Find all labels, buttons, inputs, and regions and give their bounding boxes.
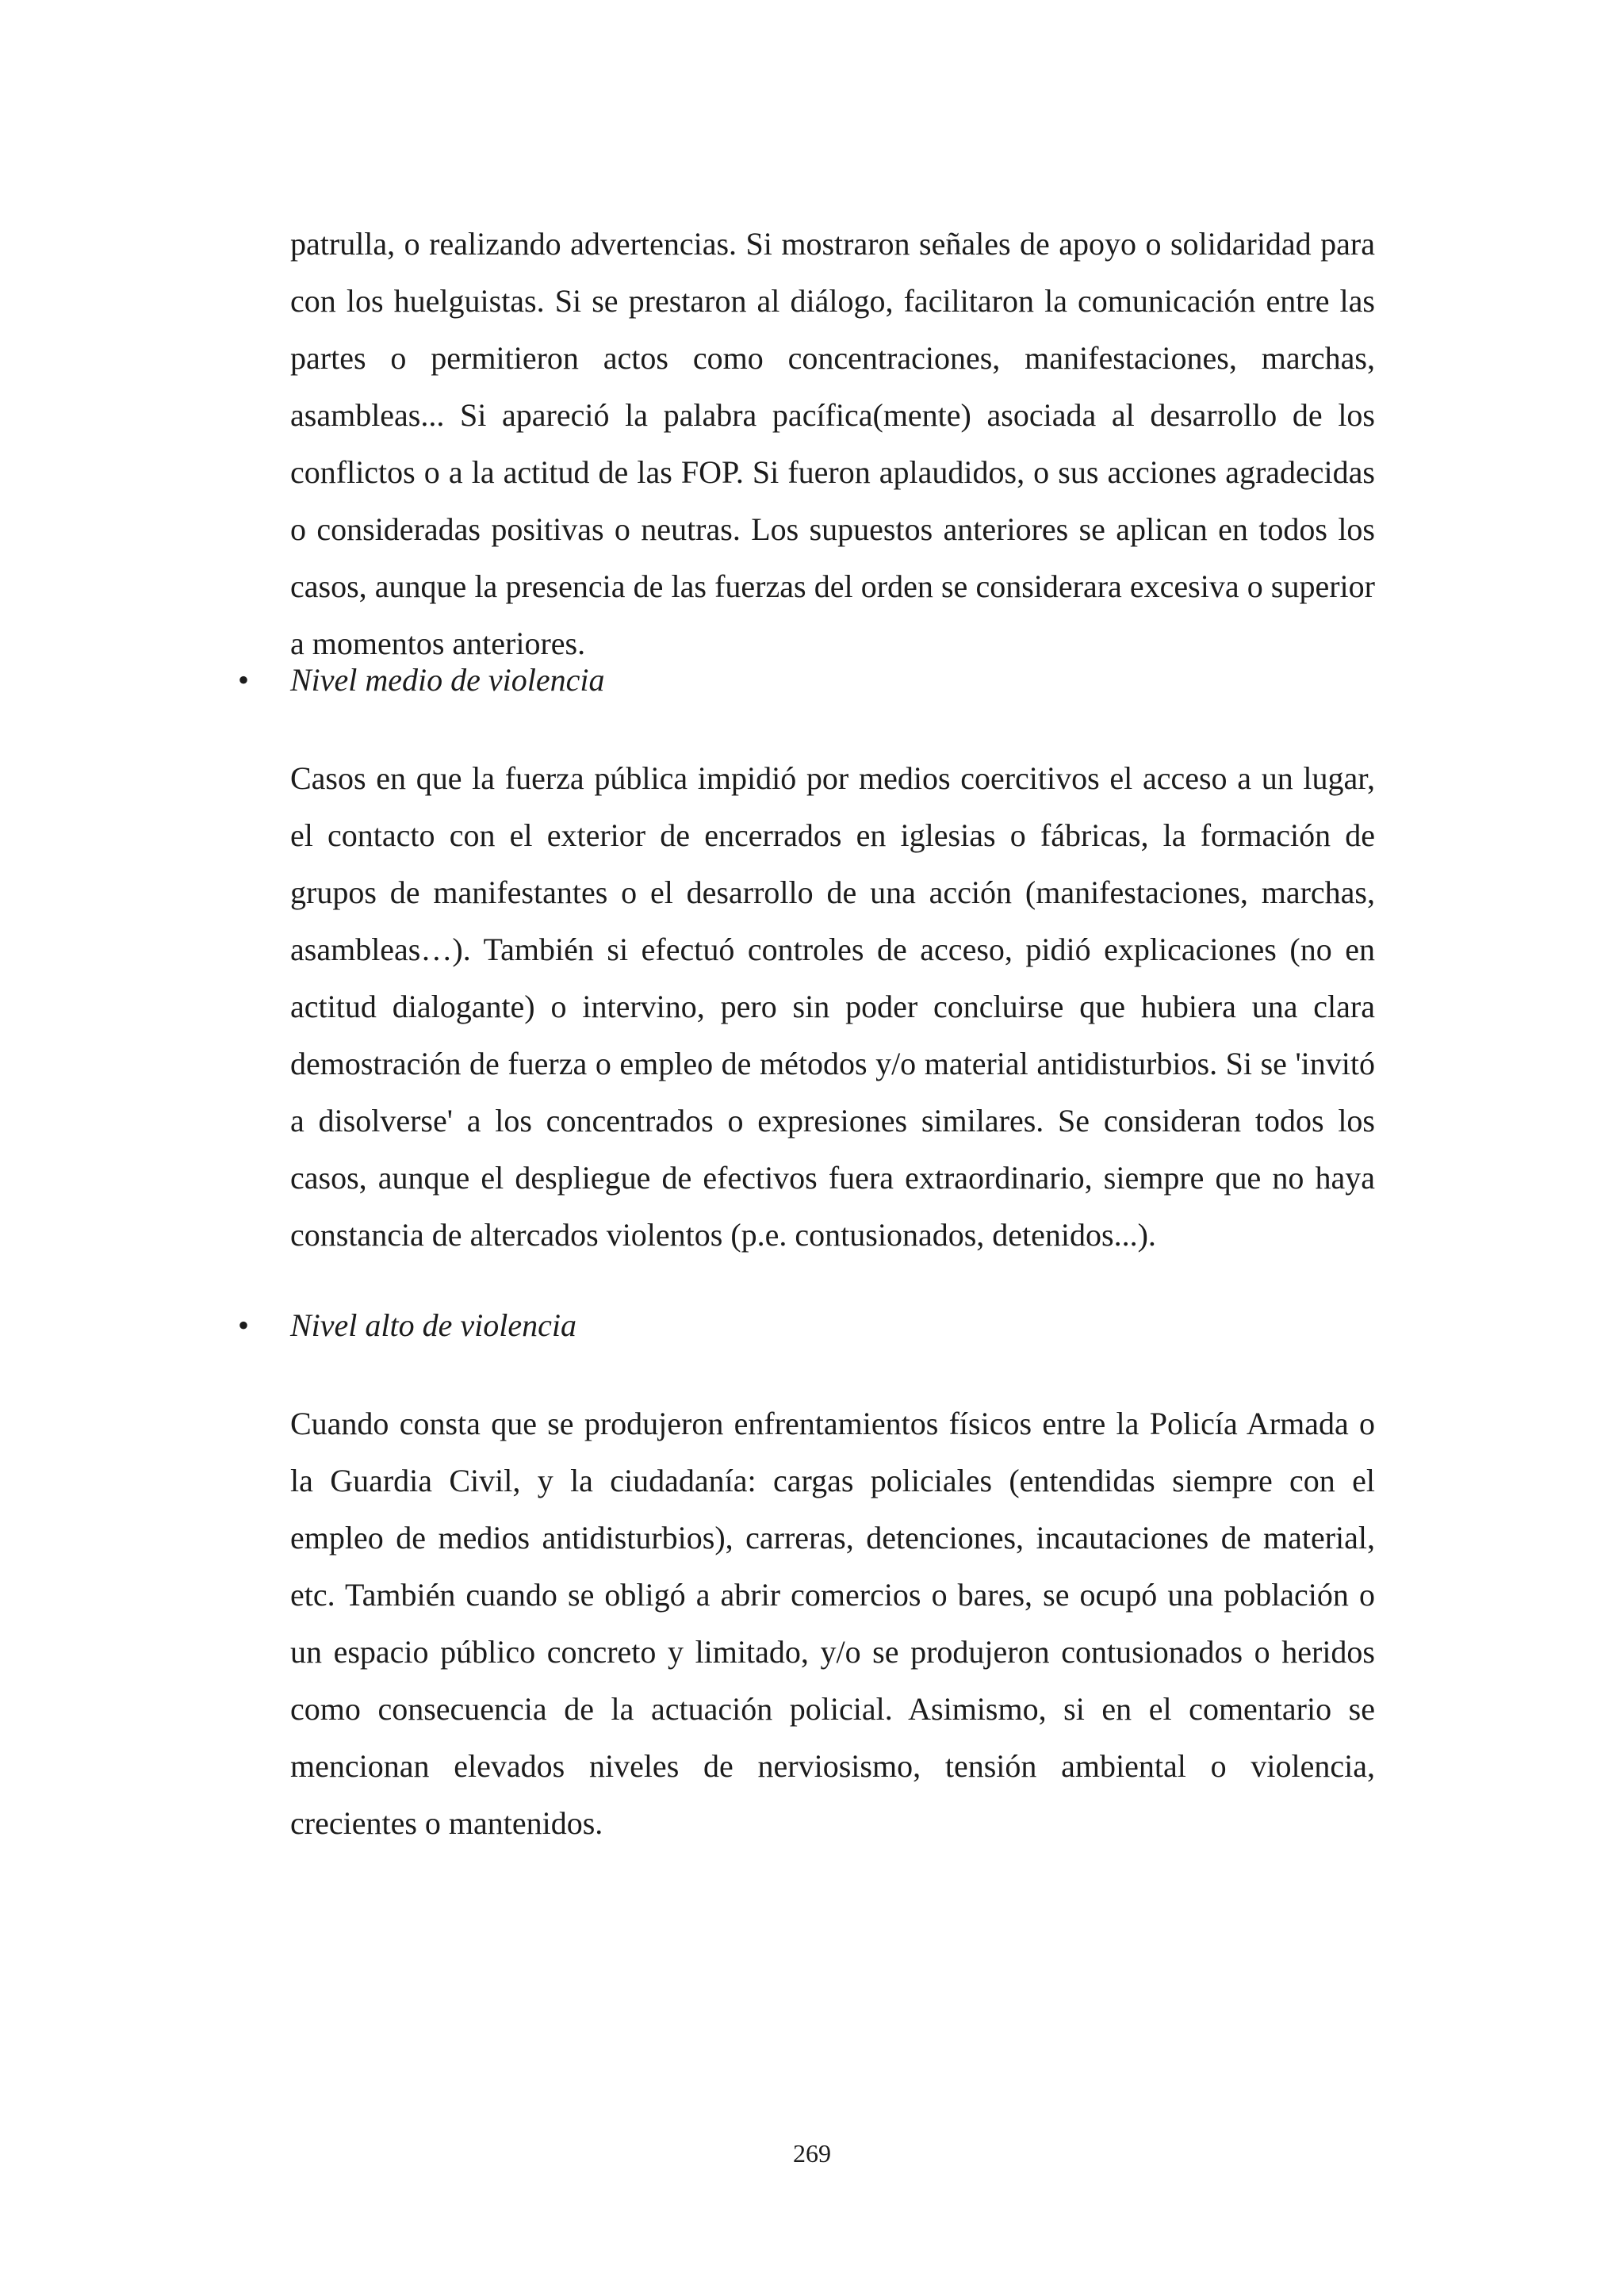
bullet-icon: • <box>238 662 250 698</box>
bullet-icon: • <box>238 1307 250 1343</box>
list-item-body: Cuando consta que se produjeron enfrentamientos físicos entre la Policía Armada o la Guardia Civil, y la ciudadanía: cargas policiales (entendidas siempre con el empleo de medios antidisturbios), carreras, detenciones, incautaciones de material, etc. También cuando se obligó a abrir comercios o bares, se ocupó una población o un espacio público concreto y limitado, y/o se produjeron contusionados o heridos como consecuencia de la actuación policial. Asimismo, si en el comentario se mencionan elevados niveles de nerviosismo, tensión ambiental o violencia, crecientes o mantenidos. <box>290 1406 1375 1841</box>
intro-paragraph: patrulla, o realizando advertencias. Si mostraron señales de apoyo o solidaridad para con los huelguistas. Si se prestaron al diálogo, facilitaron la comunicación entre las partes o permitieron actos como concentraciones, manifestaciones, marchas, asambleas... Si apareció la palabra pacífica(mente) asociada al desarrollo de los conflictos o a la actitud de las FOP. Si fueron aplaudidos, o sus acciones agradecidas o consideradas positivas o neutras. Los supuestos anteriores se aplican en todos los casos, aunque la presencia de las fuerzas del orden se considerara excesiva o superior a momentos anteriores. <box>290 226 1375 661</box>
list-item-heading: Nivel alto de violencia <box>290 1307 576 1343</box>
list-item-body: Casos en que la fuerza pública impidió por medios coercitivos el acceso a un lugar, el contacto con el exterior de encerrados en iglesias o fábricas, la formación de grupos de manifestantes o el desarrollo de una acción (manifestaciones, marchas, asambleas…). También si efectuó controles de acceso, pidió explicaciones (no en actitud dialogante) o intervino, pero sin poder concluirse que hubiera una clara demostración de fuerza o empleo de métodos y/o material antidisturbios. Si se 'invitó a disolverse' a los concentrados o expresiones similares. Se consideran todos los casos, aunque el despliegue de efectivos fuera extraordinario, siempre que no haya constancia de altercados violentos (p.e. contusionados, detenidos...). <box>290 760 1375 1253</box>
page-number: 269 <box>793 2139 831 2168</box>
list-item-heading: Nivel medio de violencia <box>290 662 605 698</box>
